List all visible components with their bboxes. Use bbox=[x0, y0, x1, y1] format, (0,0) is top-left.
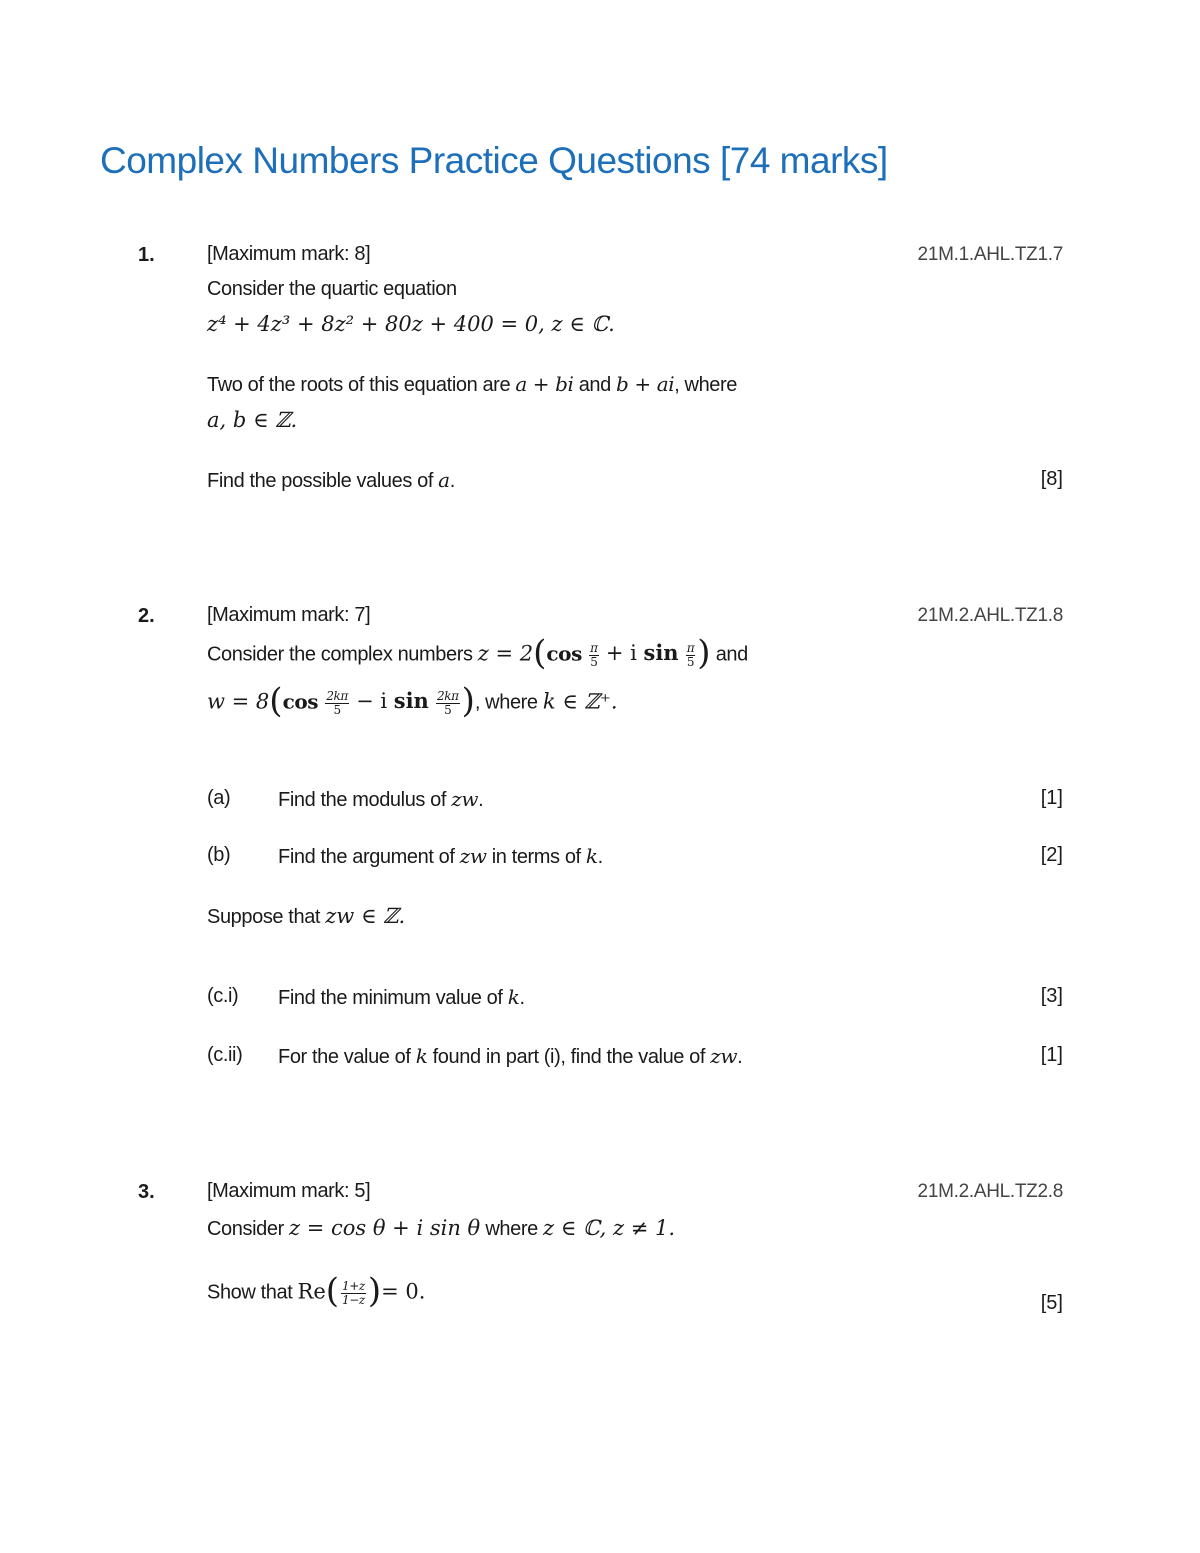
where-text: where bbox=[480, 1218, 543, 1240]
k-set: k ∈ ℤ⁺. bbox=[542, 689, 618, 714]
condition-expression: z ∈ ℂ, z ≠ 1. bbox=[542, 1216, 676, 1240]
question-2-number: 2. bbox=[138, 605, 155, 627]
open-paren: ( bbox=[325, 1271, 340, 1311]
roots-text: Two of the roots of this equation are bbox=[207, 374, 516, 396]
question-2-max-mark: [Maximum mark: 7] bbox=[207, 604, 371, 626]
z-expression: z = cos θ + i sin θ bbox=[289, 1216, 481, 1240]
question-3-marks: [5] bbox=[1040, 1292, 1063, 1314]
close-paren: ) bbox=[367, 1271, 382, 1311]
part-a-text: Find the modulus of zw. bbox=[278, 787, 484, 811]
z-definition: z = 2 bbox=[477, 641, 534, 666]
intro-text: Consider the complex numbers bbox=[207, 643, 478, 666]
question-3-max-mark: [Maximum mark: 5] bbox=[207, 1180, 371, 1202]
part-b-text: Find the argument of zw in terms of k. bbox=[278, 844, 603, 868]
plus-i-sin: + i sin bbox=[605, 640, 679, 666]
equals-zero: = 0. bbox=[381, 1279, 426, 1304]
part-cii-label: (c.ii) bbox=[207, 1044, 243, 1066]
part-ci-variable: k bbox=[507, 985, 520, 1009]
close-paren: ) bbox=[697, 633, 711, 673]
pi-over-5-fraction-2: $\frac{\pi}{5}$ bbox=[686, 640, 695, 669]
w-definition: w = 8 bbox=[207, 689, 270, 714]
question-1-marks: [8] bbox=[1040, 468, 1063, 490]
consider-text: Consider bbox=[207, 1218, 289, 1240]
part-ci-instruction: Find the minimum value of bbox=[278, 987, 508, 1009]
question-1-set-line: a, b ∈ ℤ. bbox=[207, 408, 298, 432]
question-1-equation: z⁴ + 4z³ + 8z² + 80z + 400 = 0, z ∈ ℂ. bbox=[207, 312, 615, 336]
question-2-w-definition bbox=[207, 681, 618, 721]
question-3-number: 3. bbox=[138, 1181, 155, 1203]
2kpi-over-5-fraction-2: $\frac{2k\pi}{5}$ bbox=[437, 688, 459, 717]
question-1-number: 1. bbox=[138, 244, 155, 266]
part-cii-instruction-2: found in part (i), find the value of bbox=[427, 1046, 711, 1068]
part-a-variable: zw bbox=[451, 787, 479, 811]
part-cii-variable: k bbox=[415, 1044, 428, 1068]
root-expression-2: b + ai bbox=[616, 372, 675, 396]
question-3-reference: 21M.2.AHL.TZ2.8 bbox=[917, 1181, 1063, 1202]
2kpi-over-5-fraction: $\frac{2k\pi}{5}$ bbox=[326, 688, 348, 717]
cos-term: cos bbox=[546, 641, 582, 666]
close-paren: ) bbox=[461, 681, 475, 721]
cos-term: cos bbox=[282, 689, 319, 714]
task-variable: a bbox=[438, 468, 450, 492]
show-text: Show that bbox=[207, 1281, 298, 1304]
minus-i-sin: − i sin bbox=[356, 688, 429, 714]
question-2-reference: 21M.2.AHL.TZ1.8 bbox=[917, 605, 1063, 626]
pi-over-5-fraction: $\frac{\pi}{5}$ bbox=[590, 640, 598, 669]
suppose-line bbox=[207, 904, 405, 929]
part-a-marks: [1] bbox=[1040, 787, 1063, 809]
part-ci-label: (c.i) bbox=[207, 985, 239, 1007]
part-cii-text: For the value of k found in part (i), find the value of zw. bbox=[278, 1044, 743, 1068]
question-3-show-line bbox=[207, 1271, 426, 1311]
part-b-variable-2: k bbox=[585, 844, 598, 868]
question-3-consider-line bbox=[207, 1216, 675, 1241]
question-1-reference: 21M.1.AHL.TZ1.7 bbox=[917, 244, 1063, 265]
part-cii-instruction: For the value of bbox=[278, 1046, 416, 1068]
question-1-roots-line bbox=[207, 372, 737, 397]
fraction-1-plus-z-over-1-minus-z: $\frac{1+z}{1-z}$ bbox=[342, 1278, 365, 1307]
part-ci-marks: [3] bbox=[1040, 985, 1063, 1007]
where-text: , where bbox=[474, 691, 543, 714]
suppose-expression: zw ∈ ℤ. bbox=[325, 904, 406, 928]
part-b-instruction-2: in terms of bbox=[486, 846, 586, 868]
page-title: Complex Numbers Practice Questions [74 marks] bbox=[100, 140, 888, 181]
and-text: and bbox=[715, 643, 748, 666]
question-2-z-definition bbox=[207, 633, 748, 673]
re-operator: Re bbox=[297, 1279, 326, 1304]
part-b-variable: zw bbox=[459, 844, 487, 868]
part-cii-variable-2: zw bbox=[710, 1044, 738, 1068]
open-paren: ( bbox=[269, 681, 283, 721]
part-b-instruction: Find the argument of bbox=[278, 846, 460, 868]
roots-and: and bbox=[573, 374, 617, 396]
part-a-label: (a) bbox=[207, 787, 231, 809]
question-1-task bbox=[207, 468, 455, 493]
open-paren: ( bbox=[533, 633, 547, 673]
task-text: Find the possible values of bbox=[207, 470, 439, 492]
suppose-text: Suppose that bbox=[207, 906, 326, 928]
part-cii-marks: [1] bbox=[1040, 1044, 1063, 1066]
roots-where: , where bbox=[674, 374, 738, 396]
part-ci-text: Find the minimum value of k. bbox=[278, 985, 525, 1009]
part-b-label: (b) bbox=[207, 844, 231, 866]
part-b-marks: [2] bbox=[1040, 844, 1063, 866]
part-a-instruction: Find the modulus of bbox=[278, 789, 452, 811]
question-1-intro: Consider the quartic equation bbox=[207, 278, 457, 300]
task-end: . bbox=[449, 470, 455, 492]
question-1-max-mark: [Maximum mark: 8] bbox=[207, 243, 371, 265]
root-expression-1: a + bi bbox=[515, 372, 574, 396]
